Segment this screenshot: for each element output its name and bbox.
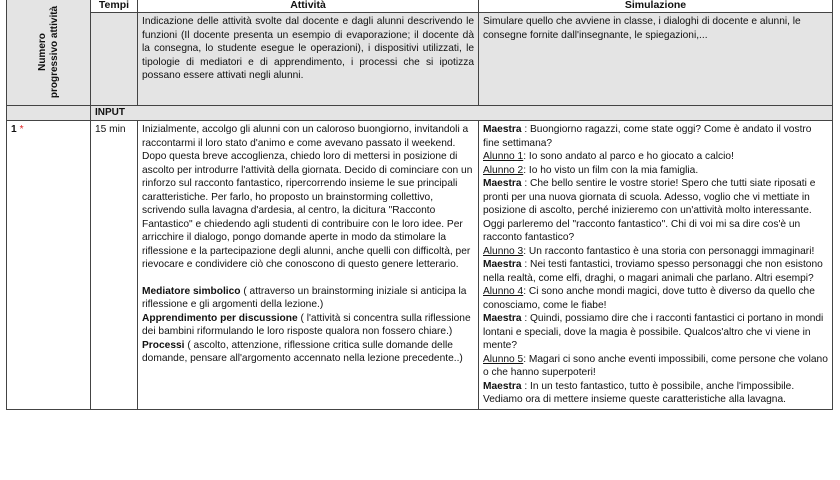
dialogue-text: : Magari ci sono anche eventi impossibili, come persone che volano o che hanno superpoteri! <box>483 353 828 378</box>
activity-text: Inizialmente, accolgo gli alunni con un caloroso buongiorno, invitandoli a raccontarmi il loro stato d'animo e come avevano passato il weekend. Dopo questa breve accoglienza, chiedo loro di mettersi in posizione di ascolto per introdurre l'attività della giornata. Decido di cominciare con un rinforzo sul racconto fantastico, ripercorrendo insieme le sue principali caratteristiche. Per farlo, ho proposto un brainstorming collettivo, scrivendo sulla lavagna d'ardesia, al centro, la dicitura "Racconto Fantastico" e chiedendo agli studenti di contribuire con le loro idee. Per arricchire il dialogo, pongo domande aperte in modo da stimolare la riflessione e la partecipazione degli alunni, anche quelli con difficoltà, per rievocare e condividere ciò che conoscono di questo genere letterario. <box>142 124 473 270</box>
dialogue-line <box>483 312 828 353</box>
input-label: INPUT <box>91 106 833 121</box>
description-row <box>7 13 833 106</box>
simulation-dialogue-cell <box>479 121 833 410</box>
dialogue-text: : In un testo fantastico, tutto è possibile, anche l'impossibile. Vediamo ora di mettere insieme queste caratteristiche alla lavagna. <box>483 380 795 405</box>
activity-description-cell <box>138 121 479 410</box>
dialogue-speaker: Maestra <box>483 124 522 135</box>
dialogue-text: : Ci sono anche mondi magici, dove tutto è diverso da quello che conosciamo, come le fiabe! <box>483 286 815 311</box>
dialogue-line <box>483 353 828 380</box>
dialogue-speaker: Maestra <box>483 259 522 270</box>
side-label-cell <box>7 0 91 106</box>
apprendimento-line <box>142 312 474 339</box>
dialogue-speaker: Alunno 3 <box>483 245 524 257</box>
asterisk-marker: * <box>19 124 24 135</box>
apprendimento-label: Apprendimento per discussione <box>142 312 298 324</box>
dialogue-line <box>483 245 828 259</box>
description-attivita: Indicazione delle attività svolte dal docente e dagli alunni descrivendo le funzioni (Il docente presenta un esempio di evaporazione; il docente dà la consegna, lo studente esegue le operazioni), i dispositivi utilizzati, le tipologie di mediatori e di apprendimento, i processi che si ipotizza possano essere attivati negli alunni. <box>138 13 479 106</box>
dialogue-list <box>483 123 828 407</box>
dialogue-speaker: Maestra <box>483 178 522 189</box>
dialogue-line <box>483 258 828 285</box>
processi-line <box>142 339 474 366</box>
dialogue-line <box>483 177 828 245</box>
dialogue-speaker: Alunno 4 <box>483 286 524 297</box>
side-label <box>37 5 61 97</box>
dialogue-text: : Quindi, possiamo dire che i racconti fantastici ci portano in mondi lontani e speciali, dove la magia è possibile. Qualcos'altro che vi viene in mente? <box>483 313 824 351</box>
dialogue-speaker: Maestra <box>483 380 522 392</box>
mediatore-line <box>142 285 474 312</box>
dialogue-text: : Nei testi fantastici, troviamo spesso personaggi che non esistono nella realtà, come elfi, draghi, o magari animali che parlano. Altri esempi? <box>483 259 823 284</box>
mediatore-text: ( attraverso un brainstorming iniziale si anticipa la riflessione e gli argomenti della lezione.) <box>142 285 467 310</box>
side-label-line1: Numero <box>36 32 48 71</box>
dialogue-line <box>483 123 828 150</box>
side-label-line2: progressivo attività <box>48 5 60 98</box>
dialogue-line <box>483 285 828 312</box>
dialogue-speaker: Maestra <box>483 313 522 324</box>
header-tempi: Tempi <box>91 0 138 13</box>
dialogue-speaker: Alunno 1 <box>483 151 524 162</box>
processi-label: Processi <box>142 339 185 351</box>
dialogue-line <box>483 380 828 407</box>
dialogue-text: : Un racconto fantastico è una storia con personaggi immaginari! <box>523 245 815 257</box>
dialogue-text: : Buongiorno ragazzi, come state oggi? Come è andato il vostro fine settimana? <box>483 124 812 149</box>
description-tempi <box>91 13 138 106</box>
header-simulazione: Simulazione <box>479 0 833 13</box>
description-simulazione: Simulare quello che avviene in classe, i dialoghi di docente e alunni, le consegne fornite dall'insegnante, le spiegazioni,... <box>479 13 833 106</box>
dialogue-text: : Io ho visto un film con la mia famiglia. <box>523 164 699 176</box>
activity-row-1 <box>7 121 833 410</box>
input-row-blank <box>7 106 91 121</box>
activity-number-cell <box>7 121 91 410</box>
dialogue-speaker: Alunno 2 <box>483 164 524 176</box>
activity-time: 15 min <box>91 121 138 410</box>
activity-number: 1 <box>11 124 17 135</box>
apprendimento-text: ( l'attività si concentra sulla riflessione dei bambini riformulando le loro risposte qualora non fossero chiare.) <box>142 312 471 337</box>
header-row <box>7 0 833 13</box>
input-row <box>7 106 833 121</box>
mediatore-label: Mediatore simbolico <box>142 285 241 297</box>
dialogue-line <box>483 150 828 164</box>
dialogue-text: : Io sono andato al parco e ho giocato a calcio! <box>523 151 734 162</box>
dialogue-speaker: Alunno 5 <box>483 353 524 365</box>
dialogue-text: : Che bello sentire le vostre storie! Spero che tutti siate riposati e pronti per una nuova giornata di scuola. Adesso, voglio che vi mettiate in posizione di ascolto, perché inizieremo con un'attività molto interessante. Oggi parleremo del "racconto fantastico". Chi di voi mi sa dire cos'è un racconto fantastico? <box>483 178 816 243</box>
header-attivita: Attività <box>138 0 479 13</box>
lesson-plan-table <box>6 0 833 410</box>
processi-text: ( ascolto, attenzione, riflessione critica sulle domande delle domande, pensare all'argomento accennato nella lezione precedente..) <box>142 339 463 364</box>
dialogue-line <box>483 164 828 178</box>
